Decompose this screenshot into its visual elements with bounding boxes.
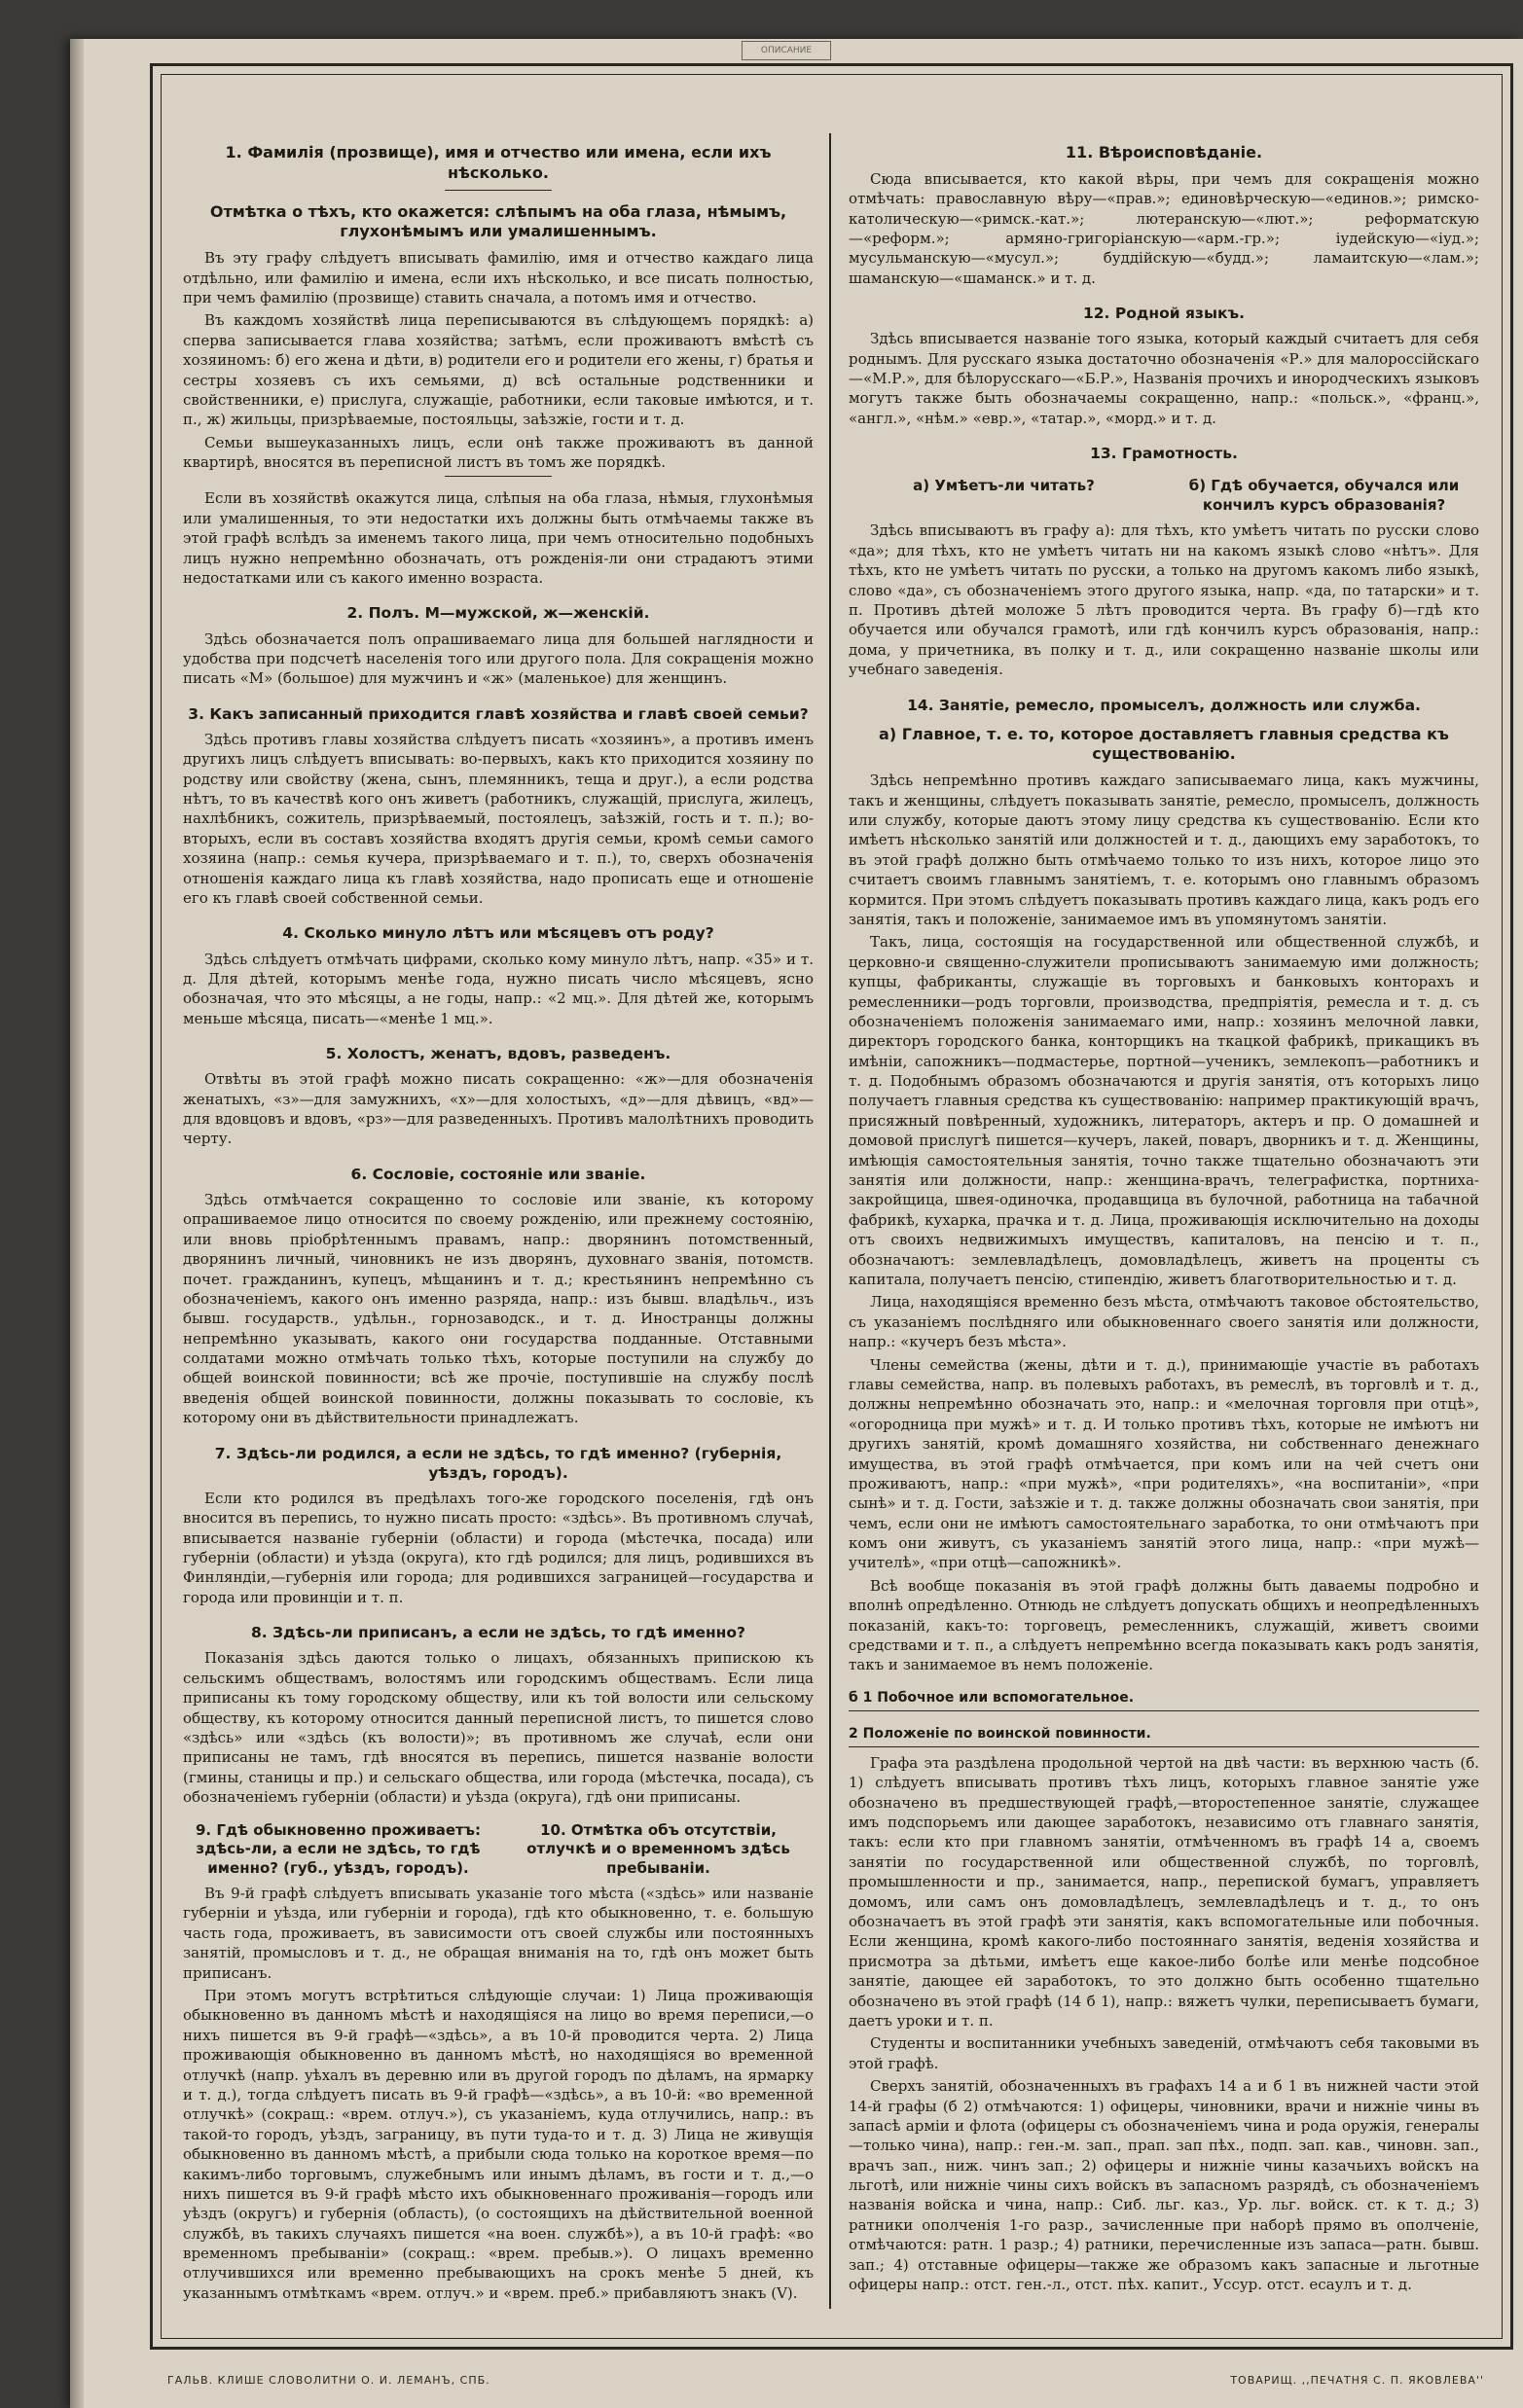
paragraph: Здѣсь отмѣчается сокращенно то сословіе или званіе, къ которому опрашиваемое лицо относится по своему рожденію, или прежнему состоянію, или вновь пріобрѣтеннымъ правамъ, напр.: дворянинъ потомственный, дворянинъ личный, чиновникъ не изъ дворянъ, духовнаго званія, потомств. почет. гражданинъ, купецъ, мѣщанинъ и т. д.; крестьянинъ непремѣнно съ обозначеніемъ, какого онъ именно разряда, напр.: изъ бывш. владѣльч., изъ бывш. государств., удѣльн., горнозаводск., и т. д. Иностранцы должны непремѣнно указывать, какого они государства подданные. Отставными солдатами можно отмѣчать только тѣхъ, которые поступили на службу до общей воинской повинности; всѣ же прочіе, поступившіе на службу послѣ введенія общей воинской повинности, должны показывать то сословіе, къ которому они въ дѣйствительности принадлежатъ. xyxy=(183,1190,814,1427)
paragraph: Въ 9-й графѣ слѣдуетъ вписывать указаніе того мѣста («здѣсь» или названіе губерніи и уѣзда, или губерніи и города), гдѣ кто обыкновенно, т. е. большую часть года, проживаетъ, въ зависимости отъ своей службы или постоянныхъ занятій, промысловъ и т. д., не обращая вниманія на то, гдѣ онъ может быть приписанъ. xyxy=(183,1885,814,1982)
paragraph: Здѣсь обозначается полъ опрашиваемаго лица для большей наглядности и удобства при подсчетѣ населенія того или другого пола. Для сокращенія можно писать «М» (большое) для мужчинъ и «ж» (маленькое) для женщинъ. xyxy=(183,629,814,688)
paragraph: Если въ хозяйствѣ окажутся лица, слѣпыя на оба глаза, нѣмыя, глухонѣмыя или умалишенныя, то эти недостатки ихъ должны быть отмѣчаемы также въ этой графѣ вслѣдъ за именемъ такого лица, при чемъ относительно подобныхъ лицъ нужно непремѣнно обозначать, отъ рожденія-ли они страдаютъ этими недостатками или съ какого именно возраста. xyxy=(183,489,814,588)
paper-edge xyxy=(70,39,84,2408)
section-4-title: 4. Сколько минуло лѣтъ или мѣсяцевъ отъ роду? xyxy=(282,924,714,943)
paragraph: Такъ, лица, состоящія на государственной или общественной службѣ, и церковно-и священно-служители прописываютъ занимаемую ими должность; купцы, фабриканты, служащіе въ торговыхъ и банковыхъ конторахъ и ремесленники—родъ торговли, производства, предпріятія, ремесла и т. д. съ обозначеніемъ положенія занимаемаго ими, напр.: хозяинъ мелочной лавки, директоръ городского банка, конторщикъ на ткацкой фабрикѣ, прикащикъ въ имѣніи, сапожникъ—подмастерье, портной—ученикъ, землекопъ—работникъ и т. д. Подобнымъ образомъ обозначаются и другія занятія, отъ которыхъ лицо получаетъ главныя средства къ существованію: например практикующій врачъ, присяжный повѣренный, художникъ, литераторъ, актеръ и пр. О домашней и домовой прислугѣ пишется—кучеръ, лакей, поваръ, дворникъ и т. д. Женщины, имѣющія самостоятельныя занятія, точно также тщательно обозначаютъ эти занятія или должности, напр.: женщина-врачъ, телеграфистка, портниха-закройщица, швея-одиночка, продавщица въ булочной, работница на табачной фабрикѣ, кухарка, прачка и т. д. Лица, проживающія исключительно на доходы отъ своихъ недвижимыхъ имуществъ, капиталовъ, на пенсію и т. п., обозначаютъ: землевладѣлецъ, домовладѣлецъ, живетъ на проценты съ капитала, получаетъ пенсію, стипендію, живетъ благотворительностью и т. д. xyxy=(849,933,1479,1288)
section-13-title: 13. Грамотность. xyxy=(1090,445,1238,463)
section-1-subtitle: Отмѣтка о тѣхъ, кто окажется: слѣпымъ на оба глаза, нѣмымъ, глухонѣмымъ или умалишеннымъ. xyxy=(209,201,787,241)
column-divider xyxy=(829,133,831,2309)
paragraph: Здѣсь вписывается названіе того языка, который каждый считаетъ для себя роднымъ. Для русскаго языка достаточно обозначенія «Р.» для малороссійскаго—«М.Р.», для бѣлорусскаго—«Б.Р.», Названія прочихъ и инородческихъ языковъ могутъ также быть обозначаемы сокращенно, напр.: «польск.», «франц.», «англ.», «нѣм.» «евр.», «татар.», «морд.» и т. д. xyxy=(849,330,1479,427)
paragraph: Въ эту графу слѣдуетъ вписывать фамилію, имя и отчество каждаго лица отдѣльно, или фамилію и имена, если ихъ нѣсколько, и все писать полностью, при чемъ фамилію (прозвище) ставить сначала, а потомъ имя и отчество. xyxy=(183,249,814,306)
section-14a-title: а) Главное, т. е. то, которое доставляетъ главныя средства къ существованію. xyxy=(879,724,1449,764)
section-14-title: 14. Занятіе, ремесло, промыселъ, должность или служба. xyxy=(907,696,1421,714)
paragraph: Графа эта раздѣлена продольной чертой на двѣ части: въ верхнюю часть (б. 1) слѣдуетъ вписывать противъ тѣхъ лицъ, которыхъ главное занятіе уже обозначено въ предшествующей графѣ,—второстепенное занятіе, служащее имъ подспорьемъ или дающее заработокъ, независимо отъ главнаго занятія, такъ: если кто при главномъ занятіи, отмѣченномъ въ графѣ 14 а, своемъ занятіи по государственной или общественной службѣ, по торговлѣ, промышленности и пр., занимается, напр., перепиской бумагъ, управляетъ домомъ, или самъ онъ домовладѣлецъ, землевладѣлецъ и т. д., то онъ обозначаетъ въ этой графѣ эти занятія, какъ вспомогательные или побочныя. Если женщина, кромѣ какого-либо постояннаго занятія, веденія хозяйства и присмотра за дѣтьми, имѣетъ еще какое-либо болѣе или менѣе подсобное занятіе, дающее ей заработокъ, то это должно быть особенно тщательно обозначено въ этой графѣ (14 б 1), напр.: вяжетъ чулки, переписываетъ бумаги, даетъ уроки и т. п. xyxy=(849,1753,1479,2030)
section-6-title: 6. Сословіе, состояніе или званіе. xyxy=(350,1165,646,1183)
paragraph: Лица, находящіяся временно безъ мѣста, отмѣчаютъ таковое обстоятельство, съ указаніемъ послѣдняго или обыкновеннаго своего занятія или должности, напр.: «кучеръ безъ мѣста». xyxy=(849,1293,1479,1351)
paragraph: Члены семейства (жены, дѣти и т. д.), принимающіе участіе въ работахъ главы семейства, напр. въ полевыхъ работахъ, въ ремеслѣ, въ торговлѣ и т. д., должны непремѣнно обозначать это, напр.: и «мелочная торговля при отцѣ», «огородница при мужѣ» и т. д. И только противъ тѣхъ, которые не имѣютъ ни другихъ занятій, кромѣ домашняго хозяйства, ни собственнаго денежнаго имущества, въ этой графѣ отмѣчается, при комъ или на чей счетъ они проживаютъ, напр.: «при мужѣ», «при родителяхъ», «на воспитаніи», «при сынѣ» и т. д. Гости, заѣзжіе и т. д. также должны обозначать свои занятія, при чемъ, если они не имѣютъ самостоятельнаго заработка, то они отмѣчаютъ при комъ они живутъ, съ указаніемъ занятій этого лица, напр.: «при мужѣ—учителѣ», «при отцѣ—сапожникѣ». xyxy=(849,1355,1479,1572)
section-13-columns xyxy=(849,473,1479,521)
section-3-title: 3. Какъ записанный приходится главѣ хозяйства и главѣ своей семьи? xyxy=(188,704,809,723)
page-frame xyxy=(150,63,1513,2350)
section-7-title: 7. Здѣсь-ли родился, а если не здѣсь, то гдѣ именно? (губернія, уѣздъ, городъ). xyxy=(214,1444,782,1482)
right-column xyxy=(849,133,1479,2324)
printer-credit-left: ГАЛЬВ. КЛИШЕ СЛОВОЛИТНИ О. И. ЛЕМАНЪ, СПБ. xyxy=(167,2374,490,2387)
section-14b2-title: 2 Положеніе по воинской повинности. xyxy=(849,1725,1479,1747)
section-8-title: 8. Здѣсь-ли приписанъ, а если не здѣсь, то гдѣ именно? xyxy=(250,1624,746,1642)
section-1-title: 1. Фамилія (прозвище), имя и отчество или имена, если ихъ нѣсколько. xyxy=(225,143,772,182)
section-5-title: 5. Холостъ, женатъ, вдовъ, разведенъ. xyxy=(325,1045,671,1063)
paragraph: Если кто родился въ предѣлахъ того-же городского поселенія, гдѣ онъ вносится въ перепись, то нужно писать просто: «здѣсь». Въ противномъ случаѣ, вписывается названіе губерніи (области) и города (мѣстечка, посада) или губерніи (области) и уѣзда (округа), кто гдѣ родился; для лицъ, родившихся въ Финляндіи,—губернія или города; для родившихся заграницей—государства и города или провинціи и т. п. xyxy=(183,1489,814,1606)
section-13b-title: б) Гдѣ обучается, обучался или кончилъ курсъ образованія? xyxy=(1188,477,1460,514)
paragraph: Здѣсь непремѣнно противъ каждаго записываемаго лица, какъ мужчины, такъ и женщины, слѣдуетъ показывать занятіе, ремесло, промыселъ, должность или службу, которые даютъ этому лицу средства къ существованію. Если кто имѣетъ нѣсколько занятій или должностей и т. д., дающихъ ему заработокъ, то въ этой графѣ должно быть отмѣчаемо только то изъ нихъ, которое лицо это считаетъ своимъ главнымъ занятіемъ, т. е. которымъ оно главнымъ образомъ кормится. При этомъ слѣдуетъ показывать противъ каждаго лица, какъ родъ его занятія, такъ и положеніе, занимаемое имъ въ упомянутомъ занятіи. xyxy=(849,772,1479,928)
divider xyxy=(445,476,552,477)
section-11-title: 11. Вѣроисповѣданіе. xyxy=(1065,143,1263,162)
paragraph: Здѣсь противъ главы хозяйства слѣдуетъ писать «хозяинъ», а противъ именъ другихъ лицъ слѣдуетъ вписывать: во-первыхъ, какъ кто приходится хозяину по родству или свойству (жена, сынъ, племянникъ, теща и друг.), а если родства нѣтъ, то въ качествѣ кого онъ живетъ (работникъ, служащій, прислуга, жилецъ, нахлѣбникъ, сожитель, призрѣваемый, постоялецъ, заѣзжій, гость и т. п.); во-вторыхъ, если въ составъ хозяйства входятъ другія семьи, кромѣ семьи самого хозяина (напр.: семья кучера, призрѣваемаго и т. п.), то, сверхъ обозначенія отношенія каждаго лица къ главѣ хозяйства, надо прописать еще и отношеніе его къ главѣ своей собственной семьи. xyxy=(183,730,814,908)
section-2-title: 2. Полъ. М—мужской, ж—женскій. xyxy=(346,604,650,623)
left-column xyxy=(183,133,814,2324)
printer-credit-right: ТОВАРИЩ. ,,ПЕЧАТНЯ С. П. ЯКОВЛЕВА'' xyxy=(1230,2374,1484,2387)
library-stamp: ОПИСАНИЕ xyxy=(742,41,831,60)
page-frame-inner xyxy=(161,74,1503,2339)
divider xyxy=(445,190,552,191)
section-9-title: 9. Гдѣ обыкновенно проживаетъ: здѣсь-ли, а если не здѣсь, то гдѣ именно? (губ., уѣздъ, городъ). xyxy=(196,1820,481,1877)
paragraph: Семьи вышеуказанныхъ лицъ, если онѣ также проживаютъ въ данной квартирѣ, вносятся въ переписной листъ въ томъ же порядкѣ. xyxy=(183,433,814,472)
section-13a-title: а) Умѣетъ-ли читать? xyxy=(913,477,1095,495)
section-10-title: 10. Отмѣтка объ отсутствіи, отлучкѣ и о временномъ здѣсь пребываніи. xyxy=(526,1820,790,1877)
paragraph: Показанія здѣсь даются только о лицахъ, обязанныхъ припискою къ сельскимъ обществамъ, волостямъ или городскимъ обществамъ. Если лица приписаны къ тому городскому обществу, или къ той волости или сельскому обществу, къ которому относится данный переписной листъ, то пишется слово «здѣсь» или «здѣсь (къ волости)»; въ противномъ же случаѣ, если они приписаны не тамъ, гдѣ вносятся въ перепись, пишется названіе волости (гмины, станицы и пр.) и сельскаго общества, или города (мѣстечка, посада), съ обозначеніемъ губерніи (области) и уѣзда (округа), гдѣ они приписаны. xyxy=(183,1649,814,1807)
paragraph: Отвѣты въ этой графѣ можно писать сокращенно: «ж»—для обозначенія женатыхъ, «з»—для замужнихъ, «х»—для холостыхъ, «д»—для дѣвицъ, «вд»—для вдовцовъ и вдовъ, «рз»—для разведенныхъ. Противъ малолѣтнихъ проводить черту. xyxy=(183,1070,814,1148)
census-instruction-sheet xyxy=(70,39,1523,2408)
paragraph: Студенты и воспитанники учебныхъ заведеній, отмѣчаютъ себя таковыми въ этой графѣ. xyxy=(849,2034,1479,2072)
paragraph: Всѣ вообще показанія въ этой графѣ должны быть даваемы подробно и вполнѣ опредѣленно. Отнюдь не слѣдуетъ допускать общихъ и неопредѣленныхъ показаній, какъ-то: торговецъ, ремесленникъ, служащій, живетъ своими средствами и т. п., а слѣдуетъ непремѣнно всегда показывать какъ родъ занятія, такъ и занимаемое въ немъ положеніе. xyxy=(849,1576,1479,1674)
section-14b1-title: б 1 Побочное или вспомогательное. xyxy=(849,1689,1479,1711)
sections-9-10 xyxy=(183,1817,814,1885)
paragraph: Здѣсь вписываютъ въ графу а): для тѣхъ, кто умѣетъ читать по русски слово «да»; для тѣхъ, кто не умѣетъ читать ни на какомъ языкѣ слово «нѣтъ». Для тѣхъ, кто не умѣетъ читать по русски, а только на другомъ какомъ либо языкѣ, слово «да», съ обозначеніемъ этого другого языка, напр. «да, по татарски» и т. п. Противъ дѣтей моложе 5 лѣтъ проводится черта. Въ графу б)—гдѣ кто обучается или обучался грамотѣ, или гдѣ кончилъ курсъ образованія, напр.: дома, у причетника, въ полку и т. д., или сокращенно названіе школы или учебнаго заведенія. xyxy=(849,521,1479,679)
paragraph: При этомъ могутъ встрѣтиться слѣдующіе случаи: 1) Лица проживающія обыкновенно въ данномъ мѣстѣ и находящіяся на лицо во время переписи,—о нихъ пишется въ 9-й графѣ—«здѣсь», а въ 10-й проводится черта. 2) Лица проживающія обыкновенно въ данномъ мѣстѣ, но находящіяся во временной отлучкѣ (напр. уѣхалъ въ деревню или въ другой городъ по дѣламъ, на ярмарку и т. д.), тогда слѣдуетъ писать въ 9-й графѣ—«здѣсь», а въ 10-й: «во временной отлучкѣ» (сокращ.: «врем. отлуч.»), съ указаніемъ, куда отлучились, напр.: въ такой-то городъ, уѣздъ, заграницу, въ пути туда-то и т. д. 3) Лица не живущія обыкновенно въ данномъ мѣстѣ, а прибыли сюда только на короткое время—по какимъ-либо торговымъ, служебнымъ или инымъ дѣламъ, въ гости и т. д.,—о нихъ пишется въ 9-й графѣ мѣсто ихъ обыкновеннаго проживанія—городъ или уѣздъ (округъ) и губернія (область), (о состоящихъ на дѣйствительной военной службѣ, въ такихъ случаяхъ пишется «на воен. службѣ»), а въ 10-й графѣ: «во временномъ пребываніи» (сокращ.: «врем. пребыв.»). О лицахъ временно отлучившихся или временно пребывающихъ на срокъ менѣе 5 дней, къ указаннымъ отмѣткамъ «врем. отлуч.» и «врем. преб.» прибавляютъ знакъ (V). xyxy=(183,1986,814,2302)
paragraph: Въ каждомъ хозяйствѣ лица переписываются въ слѣдующемъ порядкѣ: а) сперва записывается глава хозяйства; затѣмъ, если проживаютъ вмѣстѣ съ хозяиномъ: б) его жена и дѣти, в) родители его и родители его жены, г) братья и сестры хозяевъ съ ихъ семьями, д) всѣ остальные родственники и свойственники, е) прислуга, служащіе, работники, если таковые имѣются, и т. п., ж) жильцы, призрѣваемые, постояльцы, заѣзжіе, гости и т. д. xyxy=(183,311,814,429)
section-12-title: 12. Родной языкъ. xyxy=(1082,305,1246,323)
paragraph: Сверхъ занятій, обозначенныхъ въ графахъ 14 а и б 1 въ нижней части этой 14-й графы (б 2) отмѣчаются: 1) офицеры, чиновники, врачи и нижніе чины въ запасѣ арміи и флота (офицеры съ обозначеніемъ чина и рода оружія, генералы—только чина), напр.: ген.-м. зап., прап. зап пѣх., подп. зап. кав., чиновн. зап., врачъ зап., ниж. чинъ зап.; 2) офицеры и нижніе чины казачьихъ войскъ на льготѣ, или нижніе чины сихъ войскъ въ запасномъ разрядѣ, съ обозначеніемъ названія войска и чина, напр.: Сиб. льг. каз., Ур. льг. войск. ст. к т. д.; 3) ратники ополченія 1-го разр., зачисленные при наборѣ прямо въ ополченіе, отмѣчаются: ратн. 1 разр.; 4) ратники, перечисленные изъ запаса—ратн. бывш. зап.; 4) отставные офицеры—также же образомъ какъ запасные и льготные офицеры напр.: отст. ген.-л., отст. пѣх. капит., Уссур. отст. есаулъ и т. д. xyxy=(849,2077,1479,2294)
paragraph: Здѣсь слѣдуетъ отмѣчать цифрами, сколько кому минуло лѣтъ, напр. «35» и т. д. Для дѣтей, которымъ менѣе года, нужно писать число мѣсяцевъ, ясно обозначая, что это мѣсяцы, а не годы, напр.: «2 мц.». Для дѣтей же, которымъ меньше мѣсяца, писать—«менѣе 1 мц.». xyxy=(183,950,814,1027)
paragraph: Сюда вписывается, кто какой вѣры, при чемъ для сокращенія можно отмѣчать: православную вѣру—«прав.»; единовѣрческую—«единов.»; римско-католическую—«римск.-кат.»; лютеранскую—«лют.»; реформатскую—«реформ.»; армяно-григоріанскую—«арм.-гр.»; іудейскую—«іуд.»; мусульманскую—«мусул.»; буддійскую—«будд.»; ламаитскую—«лам.»; шаманскую—«шаманск.» и т. д. xyxy=(849,169,1479,287)
